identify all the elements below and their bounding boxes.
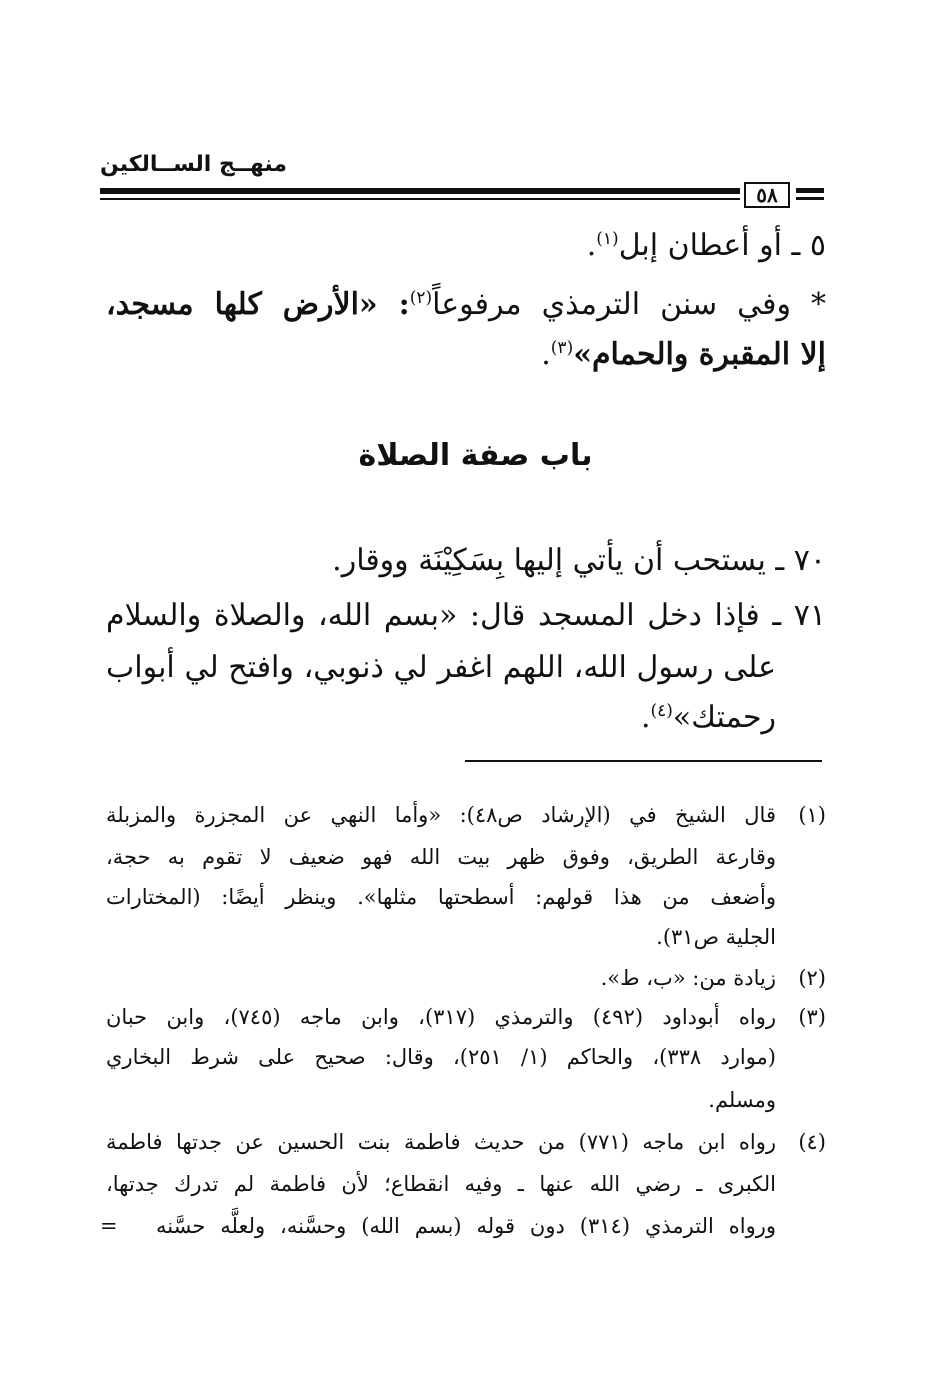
footnote-line: قال الشيخ في (الإرشاد ص٤٨): «وأما النهي عن المجزرة والمزبلة xyxy=(106,803,776,827)
footnote-number: (١) xyxy=(798,803,826,827)
footnote-line: (موارد ٣٣٨)، والحاكم (١/ ٢٥١)، وقال: صحيح على شرط البخاري xyxy=(106,1045,776,1069)
footnote-number: (٣) xyxy=(798,1005,826,1029)
page-number: ٥٨ xyxy=(744,182,790,208)
footnote-line: زيادة من: «ب، ط». xyxy=(600,966,776,990)
page-number-rule-top xyxy=(796,188,824,193)
footnote-line: ومسلم. xyxy=(708,1088,776,1112)
header-rule-thin xyxy=(100,198,740,200)
footnote-ref-4: (٤) xyxy=(650,701,673,721)
footnote-ref-1: (١) xyxy=(596,229,619,249)
running-title: منهــج الســالكين xyxy=(100,152,287,177)
footnote-ref-2: (٢) xyxy=(409,288,433,308)
footnote-line: وقارعة الطريق، وفوق ظهر بيت الله فهو ضعيف لا تقوم به حجة، xyxy=(106,845,776,869)
item-71-line-3: رحمتك»$^{(٤)}$. xyxy=(640,700,776,735)
footnote-line: الجلية ص٣١). xyxy=(656,925,776,949)
footnote-line: وأضعف من هذا قولهم: أسطحتها مثلها». وينظر أيضًا: (المختارات xyxy=(106,885,776,909)
footnote-number: (٢) xyxy=(798,966,826,990)
item-70: ٧٠ ـ يستحب أن يأتي إليها بِسَكِيْنَة ووقار. xyxy=(332,543,826,578)
footnote-line: رواه ابن ماجه (٧٧١) من حديث فاطمة بنت الحسين عن جدتها فاطمة xyxy=(106,1130,776,1154)
continuation-mark: = xyxy=(100,1214,118,1238)
footnote-line: الكبرى ـ رضي الله عنها ـ وفيه انقطاع؛ لأن فاطمة لم تدرك جدتها، xyxy=(106,1172,776,1196)
footnote-number: (٤) xyxy=(798,1130,826,1154)
section-heading: باب صفة الصلاة xyxy=(358,438,593,473)
item-71-line-2: على رسول الله، اللهم اغفر لي ذنوبي، وافتح لي أبواب xyxy=(106,650,776,685)
header-rule-thick xyxy=(100,188,740,194)
body-line-2: * وفي سنن الترمذي مرفوعاً$^{(٢)}$: «الأرض كلها مسجد، xyxy=(106,287,827,322)
body-line-3: إلا المقبرة والحمام»$^{(٣)}$. xyxy=(541,337,826,372)
body-line-1: ٥ ـ أو أعطان إبل$^{(١)}$. xyxy=(586,228,826,263)
footnote-ref-3: (٣) xyxy=(550,338,574,358)
footnote-line: ورواه الترمذي (٣١٤) دون قوله (بسم الله) وحسَّنه، ولعلَّه حسَّنه xyxy=(156,1214,777,1238)
item-71-line-1: ٧١ ـ فإذا دخل المسجد قال: «بسم الله، والصلاة والسلام xyxy=(106,598,826,633)
footnote-line: رواه أبوداود (٤٩٢) والترمذي (٣١٧)، وابن ماجه (٧٤٥)، وابن حبان xyxy=(106,1005,776,1029)
page-number-rule-bottom xyxy=(796,197,824,200)
footnote-separator xyxy=(465,760,822,762)
